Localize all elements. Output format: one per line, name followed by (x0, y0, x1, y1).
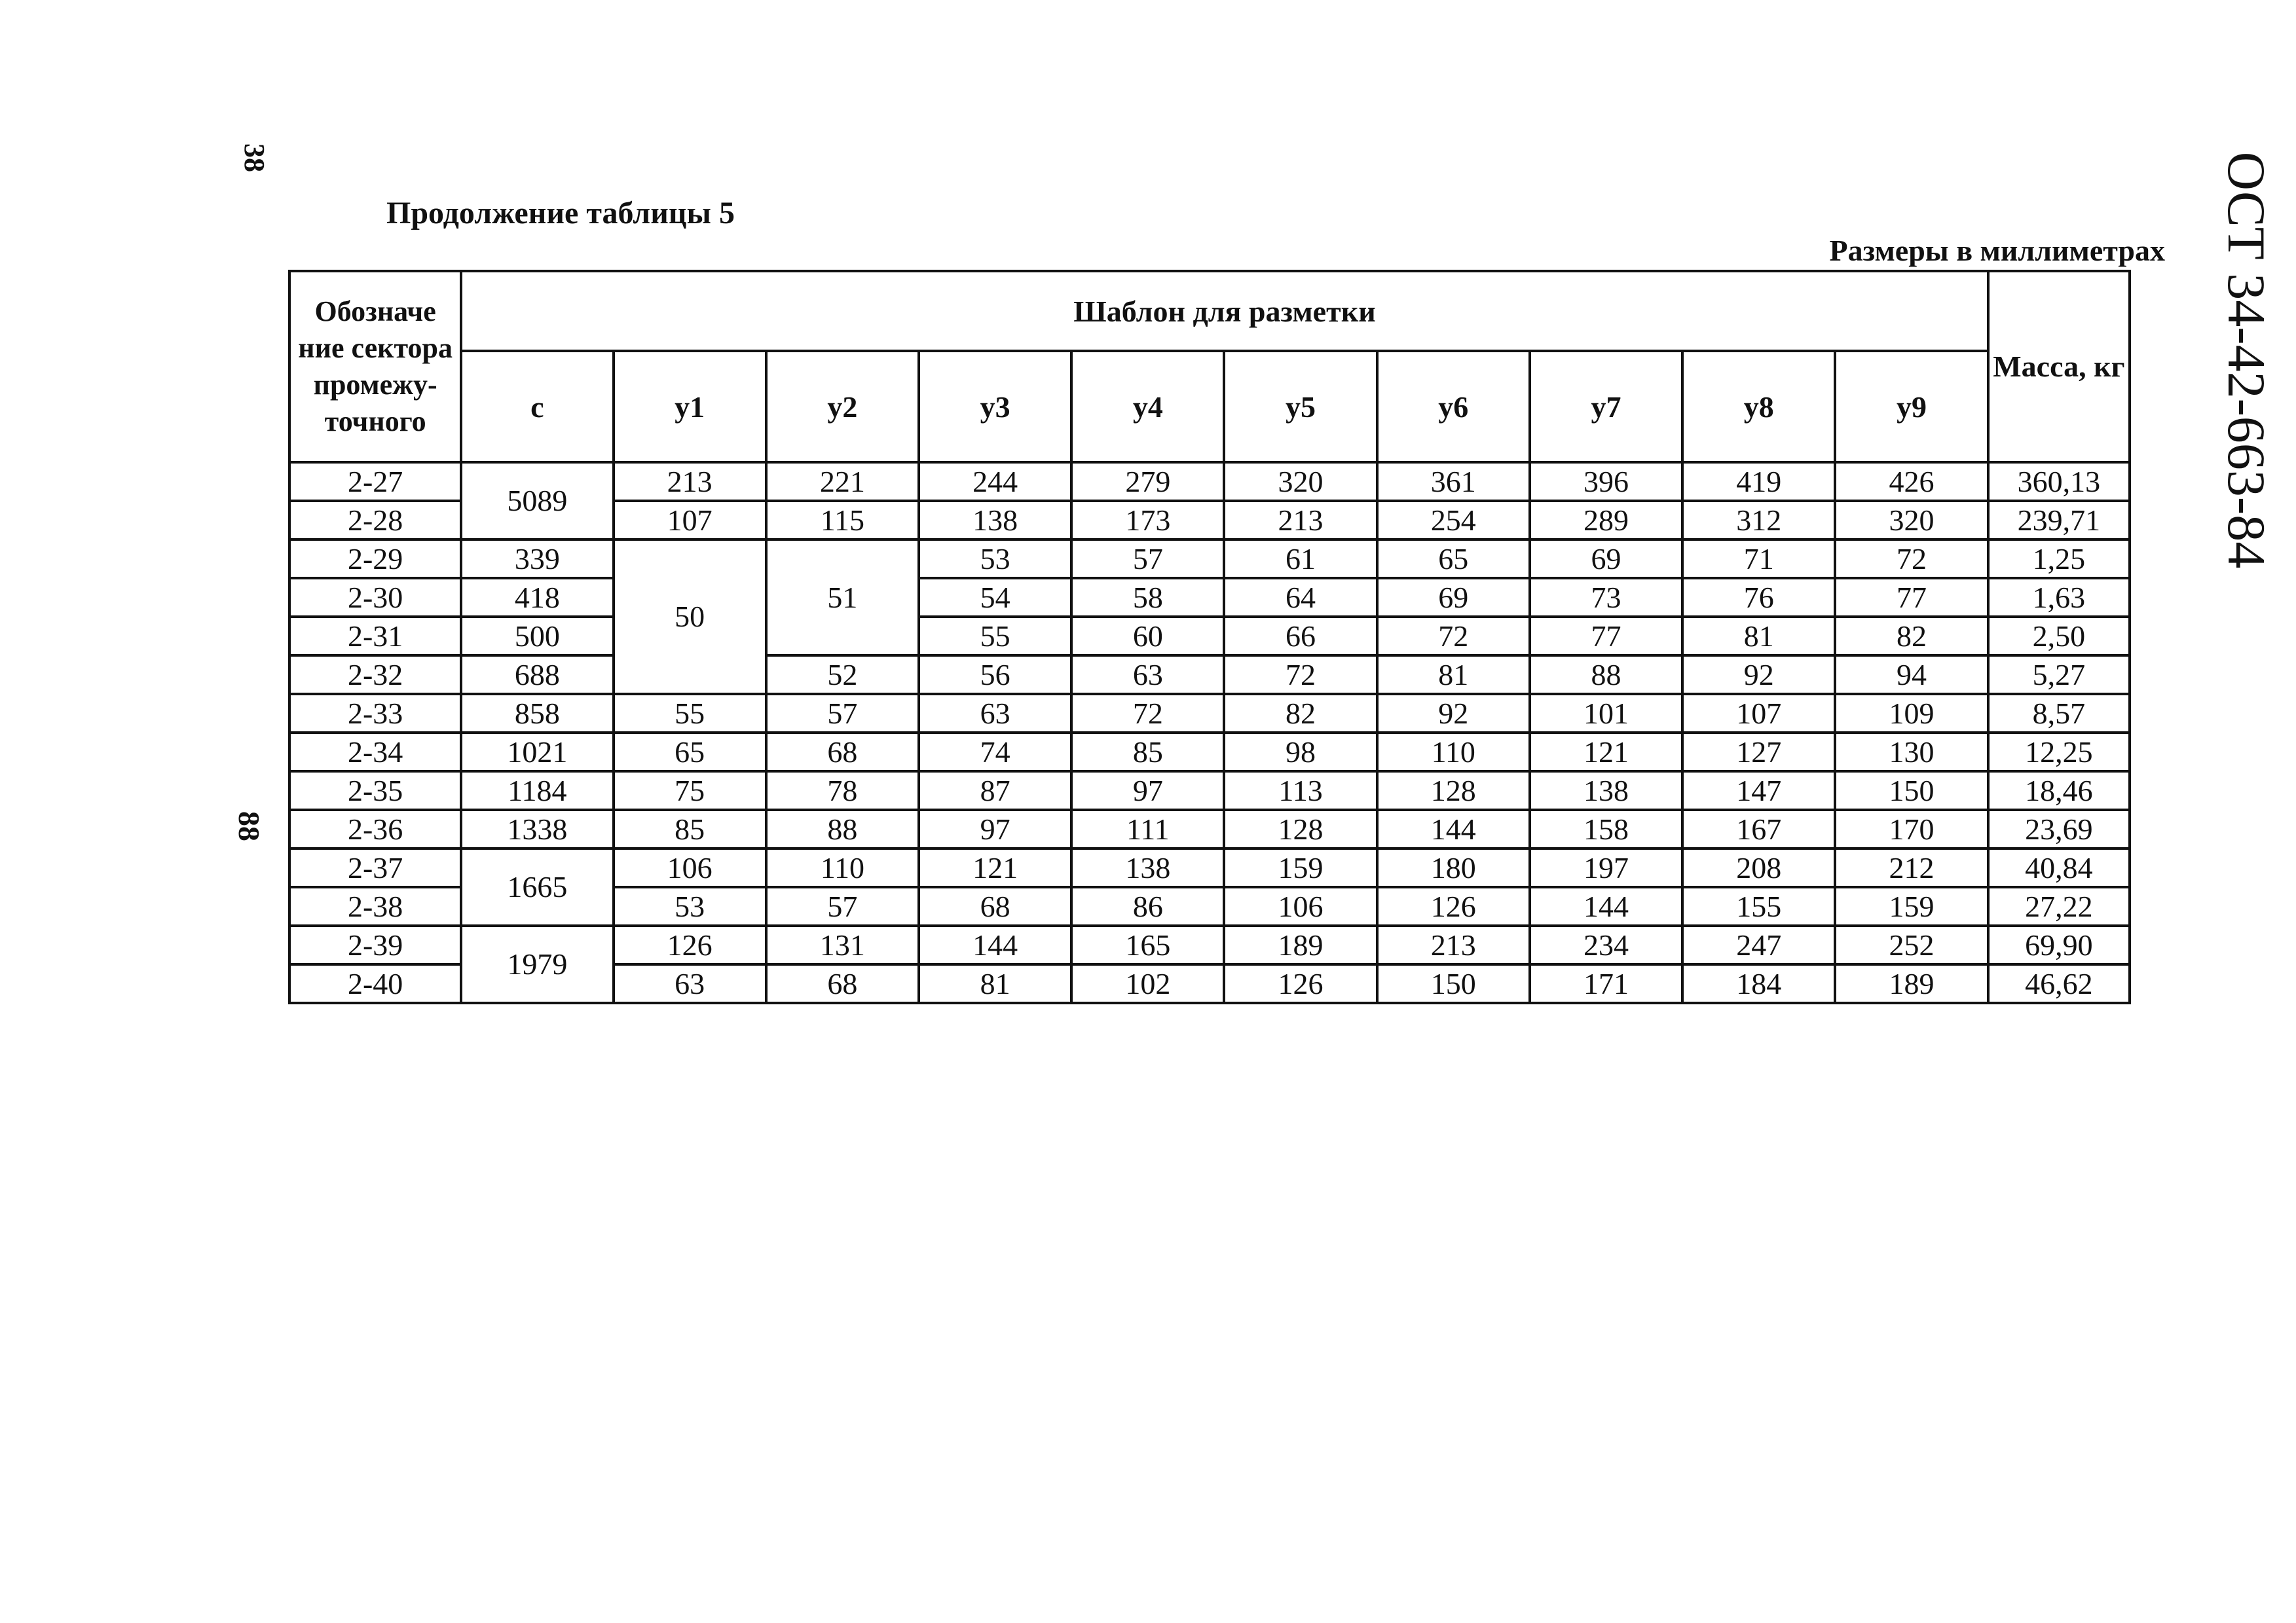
cell-c: 1184 (461, 771, 613, 810)
document-code: ОСТ 34-42-663-84 (2217, 151, 2276, 569)
cell-y7: 197 (1530, 848, 1682, 887)
cell-y4: 72 (1071, 694, 1224, 733)
header-col-y8: y8 (1682, 351, 1835, 462)
table-row (289, 848, 2130, 887)
cell-y6: 110 (1377, 733, 1530, 771)
cell-y1: 106 (614, 848, 766, 887)
cell-y3: 54 (919, 578, 1071, 617)
cell-y9: 426 (1835, 462, 1988, 501)
cell-y6: 180 (1377, 848, 1530, 887)
cell-y1: 63 (614, 964, 766, 1003)
cell-y8: 71 (1682, 539, 1835, 578)
cell-y2: 68 (766, 733, 919, 771)
cell-y2: 68 (766, 964, 919, 1003)
table-row (289, 539, 2130, 578)
cell-y1: 53 (614, 887, 766, 926)
table-row (289, 926, 2130, 964)
cell-y4: 97 (1071, 771, 1224, 810)
cell-y3: 87 (919, 771, 1071, 810)
cell-y7: 158 (1530, 810, 1682, 848)
cell-y4: 63 (1071, 655, 1224, 694)
cell-y8: 312 (1682, 501, 1835, 539)
cell-y5: 66 (1224, 617, 1377, 655)
cell-y5: 72 (1224, 655, 1377, 694)
cell-y4: 279 (1071, 462, 1224, 501)
cell-y4: 111 (1071, 810, 1224, 848)
cell-y1: 126 (614, 926, 766, 964)
cell-y8: 247 (1682, 926, 1835, 964)
cell-y2: 57 (766, 694, 919, 733)
cell-y5: 159 (1224, 848, 1377, 887)
cell-y2: 110 (766, 848, 919, 887)
cell-y6: 126 (1377, 887, 1530, 926)
cell-y6: 69 (1377, 578, 1530, 617)
cell-y9: 82 (1835, 617, 1988, 655)
cell-y9: 159 (1835, 887, 1988, 926)
header-mass: Масса, кг (1988, 271, 2130, 462)
cell-y7: 138 (1530, 771, 1682, 810)
cell-mass: 46,62 (1988, 964, 2130, 1003)
header-col-y6: y6 (1377, 351, 1530, 462)
cell-y4: 85 (1071, 733, 1224, 771)
cell-c: 1338 (461, 810, 613, 848)
cell-y7: 88 (1530, 655, 1682, 694)
cell-y3: 63 (919, 694, 1071, 733)
cell-id: 2-36 (289, 810, 461, 848)
cell-y8: 92 (1682, 655, 1835, 694)
cell-c: 1979 (461, 926, 613, 1003)
cell-y8: 76 (1682, 578, 1835, 617)
cell-y2: 51 (766, 539, 919, 655)
cell-y9: 150 (1835, 771, 1988, 810)
cell-y5: 64 (1224, 578, 1377, 617)
cell-y8: 147 (1682, 771, 1835, 810)
cell-mass: 239,71 (1988, 501, 2130, 539)
header-col-y9: y9 (1835, 351, 1988, 462)
cell-y6: 72 (1377, 617, 1530, 655)
cell-y6: 254 (1377, 501, 1530, 539)
header-col-y2: y2 (766, 351, 919, 462)
header-col-y1: y1 (614, 351, 766, 462)
cell-y1: 75 (614, 771, 766, 810)
cell-y7: 73 (1530, 578, 1682, 617)
header-col-y7: y7 (1530, 351, 1682, 462)
cell-c: 1665 (461, 848, 613, 926)
cell-y6: 150 (1377, 964, 1530, 1003)
cell-id: 2-27 (289, 462, 461, 501)
cell-y6: 213 (1377, 926, 1530, 964)
page-number-middle: 88 (232, 811, 266, 841)
cell-c: 500 (461, 617, 613, 655)
cell-id: 2-35 (289, 771, 461, 810)
cell-y5: 98 (1224, 733, 1377, 771)
header-col-y5: y5 (1224, 351, 1377, 462)
cell-mass: 1,25 (1988, 539, 2130, 578)
header-template-group: Шаблон для разметки (461, 271, 1988, 351)
cell-y5: 113 (1224, 771, 1377, 810)
cell-y9: 94 (1835, 655, 1988, 694)
cell-y1: 50 (614, 539, 766, 694)
cell-y4: 57 (1071, 539, 1224, 578)
cell-y2: 52 (766, 655, 919, 694)
cell-y8: 155 (1682, 887, 1835, 926)
cell-y5: 126 (1224, 964, 1377, 1003)
cell-mass: 5,27 (1988, 655, 2130, 694)
cell-y3: 144 (919, 926, 1071, 964)
cell-id: 2-28 (289, 501, 461, 539)
cell-y2: 57 (766, 887, 919, 926)
cell-y3: 121 (919, 848, 1071, 887)
cell-y8: 81 (1682, 617, 1835, 655)
cell-y1: 107 (614, 501, 766, 539)
cell-y1: 213 (614, 462, 766, 501)
table-row (289, 733, 2130, 771)
cell-mass: 8,57 (1988, 694, 2130, 733)
cell-mass: 2,50 (1988, 617, 2130, 655)
cell-y5: 213 (1224, 501, 1377, 539)
cell-mass: 1,63 (1988, 578, 2130, 617)
cell-y3: 68 (919, 887, 1071, 926)
cell-y4: 173 (1071, 501, 1224, 539)
cell-y4: 86 (1071, 887, 1224, 926)
cell-y2: 221 (766, 462, 919, 501)
cell-y7: 234 (1530, 926, 1682, 964)
table-row (289, 810, 2130, 848)
cell-y2: 115 (766, 501, 919, 539)
cell-y6: 144 (1377, 810, 1530, 848)
cell-mass: 12,25 (1988, 733, 2130, 771)
cell-y6: 361 (1377, 462, 1530, 501)
cell-y7: 101 (1530, 694, 1682, 733)
cell-c: 1021 (461, 733, 613, 771)
cell-y3: 55 (919, 617, 1071, 655)
cell-id: 2-38 (289, 887, 461, 926)
cell-y7: 396 (1530, 462, 1682, 501)
cell-y7: 121 (1530, 733, 1682, 771)
cell-id: 2-34 (289, 733, 461, 771)
cell-y4: 165 (1071, 926, 1224, 964)
cell-mass: 23,69 (1988, 810, 2130, 848)
cell-y3: 81 (919, 964, 1071, 1003)
cell-y5: 320 (1224, 462, 1377, 501)
cell-y3: 244 (919, 462, 1071, 501)
cell-id: 2-39 (289, 926, 461, 964)
cell-mass: 360,13 (1988, 462, 2130, 501)
cell-y4: 138 (1071, 848, 1224, 887)
cell-y5: 128 (1224, 810, 1377, 848)
header-col-y3: y3 (919, 351, 1071, 462)
cell-y8: 107 (1682, 694, 1835, 733)
cell-id: 2-40 (289, 964, 461, 1003)
header-designation: Обозначе ние сектора промежу-точного (289, 271, 461, 462)
cell-y6: 81 (1377, 655, 1530, 694)
cell-y4: 102 (1071, 964, 1224, 1003)
cell-c: 858 (461, 694, 613, 733)
cell-y1: 55 (614, 694, 766, 733)
cell-y5: 61 (1224, 539, 1377, 578)
cell-y2: 131 (766, 926, 919, 964)
header-col-y4: y4 (1071, 351, 1224, 462)
cell-y6: 92 (1377, 694, 1530, 733)
table-row (289, 655, 2130, 694)
cell-id: 2-37 (289, 848, 461, 887)
cell-y8: 419 (1682, 462, 1835, 501)
header-col-c: c (461, 351, 613, 462)
units-note: Размеры в миллиметрах (1829, 234, 2165, 267)
cell-y1: 65 (614, 733, 766, 771)
cell-y8: 167 (1682, 810, 1835, 848)
table-row (289, 694, 2130, 733)
cell-id: 2-30 (289, 578, 461, 617)
cell-mass: 27,22 (1988, 887, 2130, 926)
cell-y7: 69 (1530, 539, 1682, 578)
cell-c: 418 (461, 578, 613, 617)
cell-mass: 69,90 (1988, 926, 2130, 964)
cell-id: 2-32 (289, 655, 461, 694)
cell-y3: 74 (919, 733, 1071, 771)
cell-id: 2-33 (289, 694, 461, 733)
cell-y7: 171 (1530, 964, 1682, 1003)
cell-mass: 40,84 (1988, 848, 2130, 887)
table-row (289, 462, 2130, 501)
cell-mass: 18,46 (1988, 771, 2130, 810)
cell-c: 688 (461, 655, 613, 694)
cell-id: 2-31 (289, 617, 461, 655)
cell-y6: 65 (1377, 539, 1530, 578)
cell-y7: 77 (1530, 617, 1682, 655)
cell-y1: 85 (614, 810, 766, 848)
cell-y9: 72 (1835, 539, 1988, 578)
cell-y8: 184 (1682, 964, 1835, 1003)
table-row (289, 617, 2130, 655)
cell-y3: 53 (919, 539, 1071, 578)
cell-y9: 212 (1835, 848, 1988, 887)
table-row (289, 578, 2130, 617)
cell-y8: 127 (1682, 733, 1835, 771)
page-number-top: 38 (238, 143, 270, 172)
cell-y9: 189 (1835, 964, 1988, 1003)
cell-c: 5089 (461, 462, 613, 539)
cell-y7: 144 (1530, 887, 1682, 926)
cell-y9: 320 (1835, 501, 1988, 539)
cell-y9: 130 (1835, 733, 1988, 771)
cell-c: 339 (461, 539, 613, 578)
cell-y4: 58 (1071, 578, 1224, 617)
cell-id: 2-29 (289, 539, 461, 578)
cell-y5: 82 (1224, 694, 1377, 733)
cell-y3: 138 (919, 501, 1071, 539)
table-row (289, 771, 2130, 810)
cell-y5: 189 (1224, 926, 1377, 964)
cell-y9: 109 (1835, 694, 1988, 733)
cell-y7: 289 (1530, 501, 1682, 539)
cell-y4: 60 (1071, 617, 1224, 655)
cell-y2: 78 (766, 771, 919, 810)
cell-y8: 208 (1682, 848, 1835, 887)
data-table (288, 270, 2131, 1004)
cell-y9: 252 (1835, 926, 1988, 964)
cell-y3: 56 (919, 655, 1071, 694)
cell-y3: 97 (919, 810, 1071, 848)
cell-y9: 77 (1835, 578, 1988, 617)
table-caption: Продолжение таблицы 5 (386, 196, 735, 230)
cell-y9: 170 (1835, 810, 1988, 848)
cell-y6: 128 (1377, 771, 1530, 810)
cell-y5: 106 (1224, 887, 1377, 926)
cell-y2: 88 (766, 810, 919, 848)
